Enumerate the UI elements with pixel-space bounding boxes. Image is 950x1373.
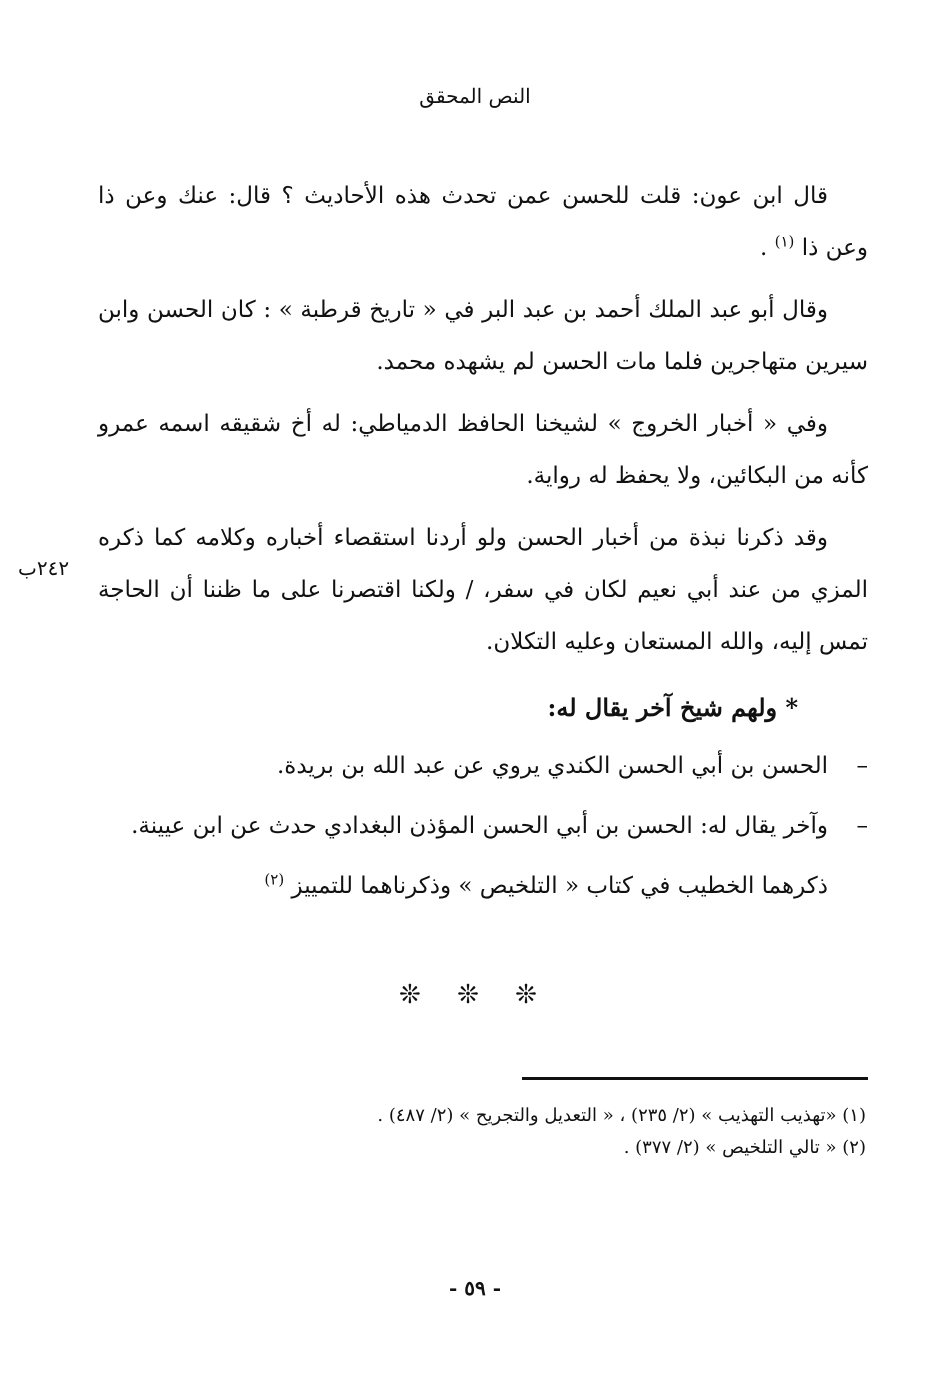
main-text: [98, 170, 868, 912]
page-number: - ٥٩ -: [448, 1276, 501, 1300]
footnote-1: (١) «تهذيب التهذيب » (٢/ ٢٣٥) ، « التعديل والتجريح » (٢/ ٤٨٧) .: [377, 1105, 866, 1126]
paragraph-ibn-abd-al-barr: وقال أبو عبد الملك أحمد بن عبد البر في « تاريخ قرطبة » : كان الحسن وابن سيرين متهاجرين فلما مات الحسن لم يشهده محمد.: [98, 297, 868, 375]
dash-marker: –: [856, 753, 868, 779]
list-item: [98, 800, 868, 852]
footnote-divider: [522, 1077, 868, 1080]
paragraph-text: قال ابن عون: قلت للحسن عمن تحدث هذه الأحاديث ؟ قال: عنك وعن ذا وعن ذا: [98, 183, 868, 261]
margin-folio-note: ٢٤٢ب: [18, 556, 70, 580]
list-item-text: الحسن بن أبي الحسن الكندي يروي عن عبد الله بن بريدة.: [277, 753, 828, 779]
footnote-ref-2[interactable]: (٢): [264, 870, 285, 889]
dash-marker: –: [856, 813, 868, 839]
footnote-ref-1[interactable]: (١): [774, 232, 795, 251]
footnotes: [96, 1100, 866, 1164]
paragraph-closing-note: وقد ذكرنا نبذة من أخبار الحسن ولو أردنا استقصاء أخباره وكلامه كما ذكره المزي من عند أبي نعيم لكان في سفر، / ولكنا اقتصرنا على ما ظننا أن الحاجة تمس إليه، والله المستعان وعليه التكلان.: [98, 525, 868, 655]
section-heading: * ولهم شيخ آخر يقال له:: [547, 693, 798, 722]
paragraph-akhbar-al-khuruj: وفي « أخبار الخروج » لشيخنا الحافظ الدمياطي: له أخ شقيقه اسمه عمرو كأنه من البكائين، ولا يحفظ له رواية.: [98, 411, 868, 489]
section-separator: ❊ ❊ ❊: [399, 980, 551, 1010]
list-item-text: وآخر يقال له: الحسن بن أبي الحسن المؤذن البغدادي حدث عن ابن عيينة.: [131, 813, 828, 839]
paragraph-khatib: [98, 860, 828, 912]
paragraph-tail: .: [759, 235, 775, 261]
footnote-2: (٢) « تالي التلخيص » (٢/ ٣٧٧) .: [623, 1137, 866, 1158]
paragraph-ibn-awn: [98, 170, 868, 274]
running-header: النص المحقق: [419, 84, 531, 108]
paragraph-text: ذكرهما الخطيب في كتاب « التلخيص » وذكرناهما للتمييز: [291, 873, 828, 899]
list-item: [98, 740, 868, 792]
